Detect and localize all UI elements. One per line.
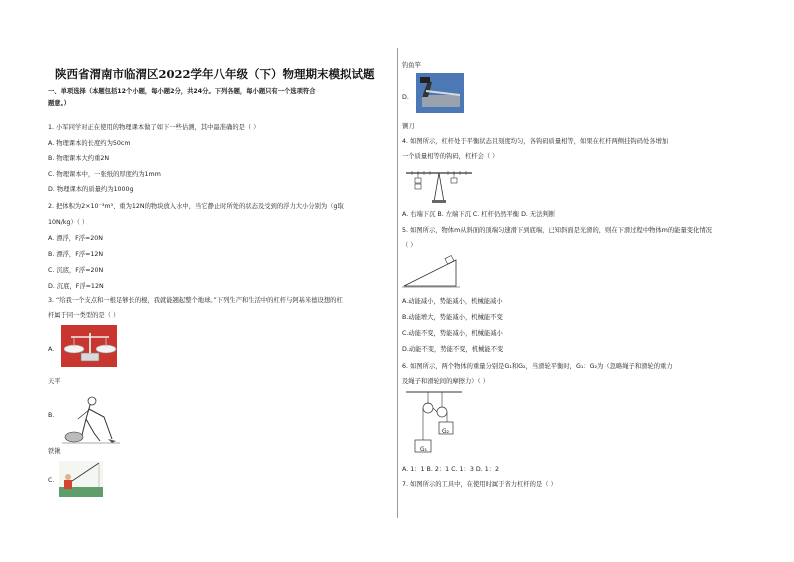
q5-option-a: A.动能减小，势能减小，机械能减小 (402, 298, 503, 305)
q2-stem-2: 10N/kg）（ ） (48, 219, 89, 226)
q3-stem-2: 杆属于同一类型的是（ ） (48, 312, 120, 319)
q3-option-c: C. (48, 477, 55, 484)
q1-option-d: D. 物理课本的质量约为1000g (48, 186, 134, 193)
g1-label: G₁ (420, 446, 428, 453)
q3-option-d: D. (402, 94, 409, 101)
g2-label: G₂ (442, 428, 450, 435)
q5-stem-2: （ ） (402, 242, 417, 249)
guillotine-cutter-image (416, 73, 464, 113)
q1-option-a: A. 物理课本的长度约为50cm (48, 140, 131, 147)
q4-stem-2: 一个质量相等的钩码，杠杆会（ ） (402, 153, 499, 160)
page-title: 陕西省渭南市临渭区2022学年八年级（下）物理期末模拟试题 (55, 67, 375, 81)
q2-option-d: D. 沉底，F浮=12N (48, 283, 104, 290)
q2-option-b: B. 漂浮，F浮=12N (48, 251, 104, 258)
q6-stem-2: 及绳子和滑轮间的摩擦力）（ ） (402, 378, 490, 385)
q4-options: A. 右端下沉 B. 左端下沉 C. 杠杆仍然平衡 D. 无法判断 (402, 211, 556, 218)
q4-stem-1: 4. 如图所示，杠杆处于平衡状态且刻度均匀，各钩码质量相等，如果在杠杆两侧挂钩码处各增加 (402, 138, 669, 145)
section-heading: 一、单项选择（本题包括12个小题，每小题2分，共24分。下列各题，每小题只有一个选项符合 (48, 88, 316, 95)
q6-options: A. 1：1 B. 2：1 C. 1：3 D. 1：2 (402, 466, 500, 473)
fishing-image (59, 461, 103, 497)
lever-diagram (404, 164, 474, 204)
q2-stem-1: 2. 把体积为2×10⁻³m³、重为12N的物块放入水中，当它静止时所处的状态及受到的浮力大小分别为（g取 (48, 203, 344, 210)
q6-stem-1: 6. 如图所示，两个物体的重量分别是G₁和G₂，当滑轮平衡时，G₁：G₂为（忽略绳子和滑轮的重力 (402, 363, 673, 370)
column-divider (397, 48, 398, 518)
q1-option-b: B. 物理课本大约重2N (48, 155, 110, 162)
q3-caption-d: 铡刀 (402, 123, 415, 130)
q3-option-b: B. (48, 412, 55, 419)
q3-caption-a: 天平 (48, 378, 61, 385)
section-heading-cont: 题意。） (48, 100, 71, 107)
q3-caption-c: 钓鱼竿 (402, 62, 421, 69)
q5-option-c: C.动能不变，势能减小，机械能减小 (402, 330, 503, 337)
q7-stem: 7. 如图所示的工具中，在使用时属于省力杠杆的是（ ） (402, 481, 557, 488)
q5-stem-1: 5. 如图所示，物体m从斜面的顶端匀速滑下到底端，已知斜面是光滑的，则在下滑过程中物体m的能量变化情况 (402, 227, 712, 234)
q2-option-c: C. 沉底，F浮=20N (48, 267, 104, 274)
incline-diagram (402, 254, 460, 288)
q3-option-a: A. (48, 346, 55, 353)
balance-scale-image (61, 325, 117, 367)
q3-caption-b: 铁锹 (48, 448, 61, 455)
shovel-worker-image (60, 395, 122, 445)
q1-stem: 1. 小军同学对正在使用的物理课本做了如下一些估测，其中最准确的是（ ） (48, 124, 260, 131)
q1-option-c: C. 物理课本中，一张纸的厚度约为1mm (48, 171, 161, 178)
q2-option-a: A. 漂浮，F浮=20N (48, 235, 104, 242)
pulley-diagram (406, 390, 462, 458)
q3-stem-1: 3. “给我一个支点和一根足够长的棍，我就能翘起整个地球。”下列生产和生活中的杠杆与阿基米德设想的杠 (48, 297, 343, 304)
q5-option-b: B.动能增大，势能减小，机械能不变 (402, 314, 503, 321)
q5-option-d: D.动能不变，势能不变，机械能不变 (402, 346, 504, 353)
